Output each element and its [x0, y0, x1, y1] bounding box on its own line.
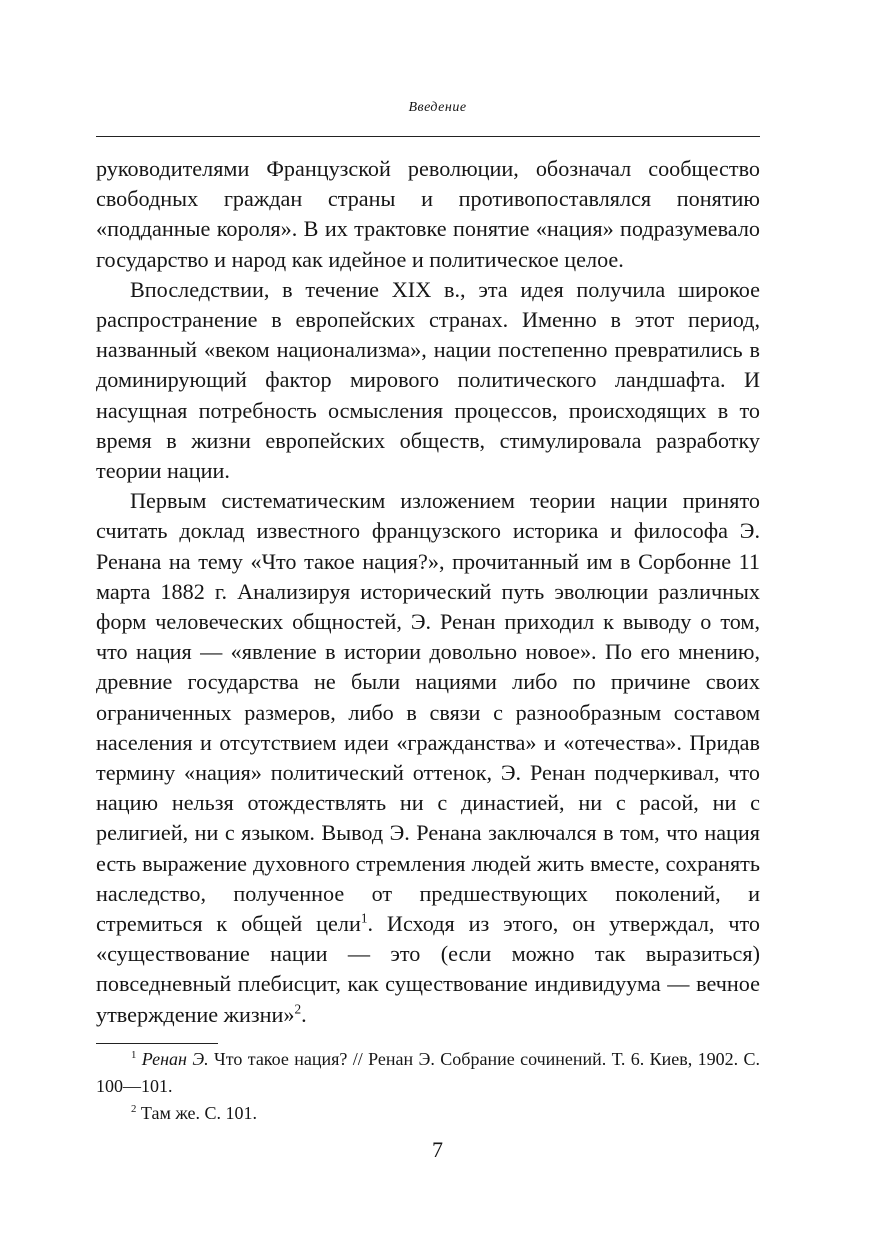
- footnote-marker: 1: [131, 1049, 137, 1061]
- footnote: [96, 1100, 760, 1127]
- footnote-author: Ренан Э.: [141, 1049, 209, 1069]
- footnote-ref: 2: [294, 1001, 302, 1017]
- footnote-divider: [96, 1043, 218, 1044]
- paragraph: [96, 486, 760, 1030]
- paragraph-text: .: [301, 1001, 307, 1027]
- footnotes: [96, 1046, 760, 1127]
- footnote-text: Там же. С. 101.: [136, 1103, 258, 1123]
- paragraph: руководителями Французской революции, обозначал сообщество свободных граждан страны и противопоставлялся понятию «подданные короля». В их трактовке понятие «нация» подразумевало государство и народ как идейное и политическое целое.: [96, 156, 760, 272]
- footnote-ref: 1: [360, 910, 368, 926]
- paragraph-text: Первым систематическим изложением теории нации принято считать доклад известного французского историка и философа Э. Ренана на тему «Что такое нация?», прочитанный им в Сорбонне 11 марта 1882 г. Анализируя исторический путь эволюции различных форм человеческих общностей, Э. Ренан приходил к выводу о том, что нация — «явление в истории довольно новое». По его мнению, древние государства не были нациями либо по причине своих ограниченных размеров, либо в связи с разнообразным составом населения и отсутствием идеи «гражданства» и «отечества». Придав термину «нация» политический оттенок, Э. Ренан подчеркивал, что нацию нельзя отождествлять ни с династией, ни с расой, ни с религией, ни с языком. Вывод Э. Ренана заключался в том, что нация есть выражение духовного стремления людей жить вместе, сохранять наследство, полученное от предшествующих поколений, и стремиться к общей цели: [96, 488, 760, 937]
- footnote-marker: 2: [131, 1103, 137, 1115]
- paragraph: Впоследствии, в течение XIX в., эта идея получила широкое распространение в европейских странах. Именно в этот период, названный «веком национализма», нации постепенно превратились в доминирующий фактор мирового политического ландшафта. И насущная потребность осмысления процессов, происходящих в то время в жизни европейских обществ, стимулировала разработку теории нации.: [96, 276, 760, 484]
- running-head: Введение: [408, 100, 467, 115]
- footnote: [96, 1046, 760, 1100]
- body-text: [96, 154, 760, 1030]
- header-divider: [96, 136, 760, 137]
- footnote-text: Что такое нация? // Ренан Э. Собрание сочинений. Т. 6. Киев, 1902. С. 100—101.: [96, 1049, 761, 1096]
- paragraph-text: . Исходя из этого, он утверждал, что «существование нации — это (если можно так выразиться) повседневный плебисцит, как существование индивидуума — вечное утверждение жизни»: [96, 911, 760, 1027]
- page-number: 7: [432, 1137, 443, 1162]
